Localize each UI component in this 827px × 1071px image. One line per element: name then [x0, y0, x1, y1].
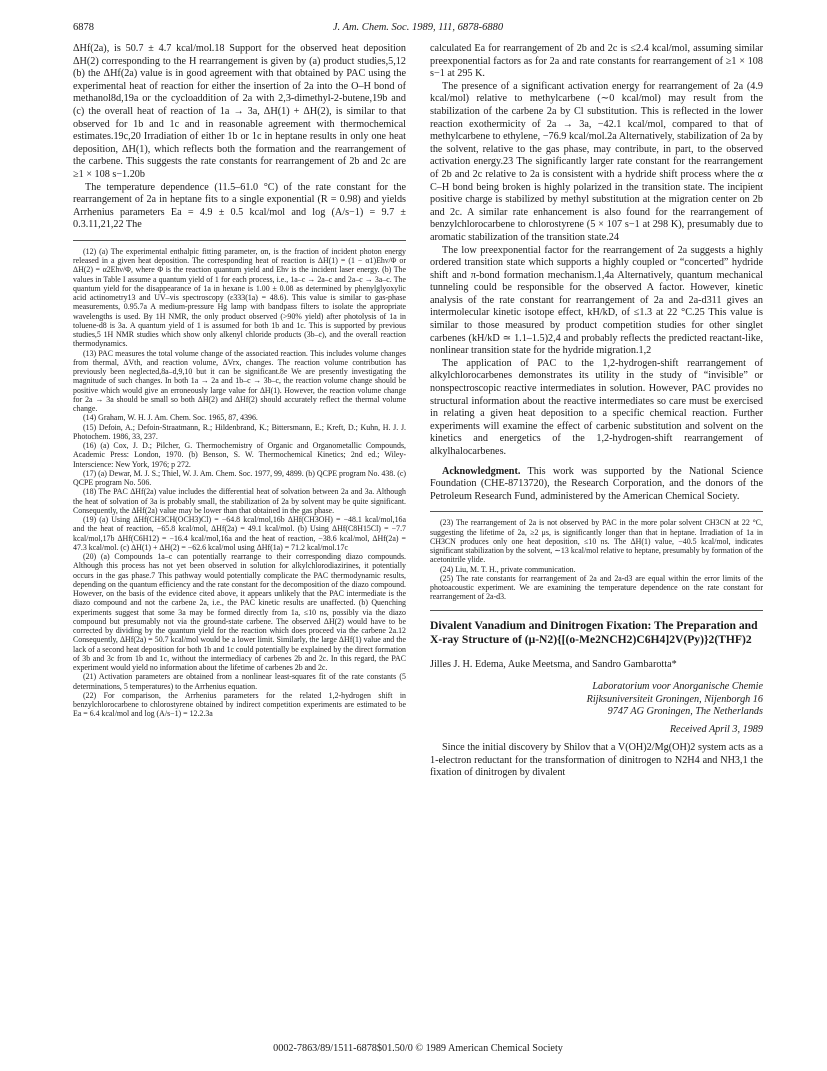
left-column	[73, 43, 406, 719]
right-column	[430, 43, 763, 780]
footnote: (17) (a) Dewar, M. J. S.; Thiel, W. J. Am. Chem. Soc. 1977, 99, 4899. (b) QCPE program No. 438. (c) QCPE program No. 506.	[73, 468, 406, 488]
page-header	[73, 22, 763, 36]
article-authors: Jilles J. H. Edema, Auke Meetsma, and Sandro Gambarotta*	[430, 658, 677, 670]
article-title: Divalent Vanadium and Dinitrogen Fixation: The Preparation and X-ray Structure of (μ-N2){[(o-Me2NCH2)C6H4]2V(Py)}2(THF)2	[430, 618, 758, 646]
footnote: (14) Graham, W. H. J. Am. Chem. Soc. 1965, 87, 4396.	[83, 413, 258, 423]
body-paragraph-1: ΔHf(2a), is 50.7 ± 4.7 kcal/mol.18 Support for the observed heat deposition ΔH(2) corresponding to the H rearrangement is given by (a) product studies,5,12 (b) the ΔHf(2a) value is in good agreement with that obtained by PAC using the experimental heat of reaction for either the insertion of 2a into the O–H bond of methanol8d,19a or the cycloaddition of 2a with 2,3-dimethyl-2-butene,19b and (c) the overall heat of reaction of 1a → 3a, ΔH(1) + ΔH(2), is similar to that observed for 1b and 1c and in reasonable agreement with thermochemical estimates.19c,20 Irradiation of either 1b or 1c in heptane results in only one heat deposition, ΔH(1), which reflects both the formation and the rearrangement of the carbene. This suggests the rate constants for rearrangement of 2b and 2c are ≥1 × 108 s−1.20b	[73, 43, 406, 180]
article-divider	[430, 610, 763, 611]
affiliation-line: 9747 AG Groningen, The Netherlands	[607, 706, 763, 718]
journal-citation: J. Am. Chem. Soc. 1989, 111, 6878-6880	[332, 22, 504, 33]
received-date: Received April 3, 1989	[669, 724, 763, 735]
footnote: (25) The rate constants for rearrangement of 2a and 2a-d3 are equal within the error limits of the photoacoustic experiment. We are examining the temperature dependence on the rate constant for rearrangement of 2a-d3.	[430, 573, 763, 602]
body-paragraph-4: The presence of a significant activation energy for rearrangement of 2a (4.9 kcal/mol) relative to methylcarbene (∼0 kcal/mol) may result from the stabilization of the carbene 2a by Cl substitution. This is reflected in the lower reaction exothermicity of 2a → 3a, −42.1 kcal/mol, compared to that of methylcarbene to ethylene, −76.9 kcal/mol.2a Alternatively, stabilization of 2a by the solvent, relative to the gas phase, may contribute, in part, to the observed activation energy.23 The significantly larger rate constant for the rearrangement of 2b and 2c relative to 2a is consistent with a hydride shift process where the α C–H bond being broken is highly polarized in the transition state. The incipient positive charge is stabilized by methyl substitution at the migration center on 2b and 2c. A similar rate enhancement is also found for the rearrangement of benzylchlorocarbene to chlorostyrene (5 × 107 s−1 at 298 K), presumably due to aromatic stabilization of the transition state.24	[430, 80, 763, 243]
body-paragraph-2: The temperature dependence (11.5–61.0 °C) of the rate constant for the rearrangement of 2a in heptane fits to a single exponential (R = 0.98) and yields Arrhenius parameters Ea = 4.9 ± 0.5 kcal/mol and log (A/s−1) = 9.7 ± 0.3.11,21,22 The	[73, 181, 406, 231]
right-footnotes	[430, 518, 763, 601]
footnote-divider	[73, 240, 406, 241]
body-paragraph-6: The application of PAC to the 1,2-hydrogen-shift rearrangement of alkylchlorocarbenes demonstrates its utility in the study of “invisible” or nonspectroscopic reactive intermediates in solution. However, PAC provides no structural information about the reactive intermediates so care must be exercised in relating a given heat deposition to a specific chemical reaction. Further experiments will examine the effect of carbenic substitution and solvent on the kinetics and energetics of the 1,2-hydrogen-shift rearrangement of alkylhalocarbenes.	[430, 357, 763, 457]
footnote: (16) (a) Cox, J. D.; Pilcher, G. Thermochemistry of Organic and Organometallic Compounds, Academic Press: London, 1970. (b) Benson, S. W. Thermochemical Kinetics; 2nd ed.; Wiley-Interscience: New York, 1976; p 272.	[73, 441, 406, 469]
footnote: (15) Defoin, A.; Defoin-Straatmann, R.; Hildenbrand, K.; Bittersmann, E.; Kreft, D.; Kuhn, H. J. J. Photochem. 1986, 33, 237.	[73, 422, 406, 441]
left-footnotes	[73, 247, 406, 719]
page-footer: 0002-7863/89/1511-6878$01.50/0 © 1989 American Chemical Society	[273, 1043, 563, 1054]
footnote: (24) Liu, M. T. H., private communication.	[440, 564, 576, 574]
acknowledgment-heading: Acknowledgment.	[442, 465, 521, 477]
footnote: (22) For comparison, the Arrhenius parameters for the related 1,2-hydrogen shift in benzylchlorocarbene to chlorostyrene obtained by indirect competition experiments are estimated to be Ea = 6.4 kcal/mol and log (A/s−1) = 12.2.3a	[73, 690, 406, 719]
footnote: (20) (a) Compounds 1a–c can potentially rearrange to their corresponding diazo compounds. Although this process has not yet been observed in solution for alkylchlorodiazirines, it potentially occurs in the gas phase.7 This pathway would potentially complicate the PAC thermodynamic results, depending on the quantum efficiency and the rate constant for the decomposition of the diazo compound. However, on the basis of the evidence cited above, it appears unlikely that the PAC intermediate is the diazo compound and not the carbene 2a, i.e., the PAC kinetic results are unaffected. (b) Quenching experiments suggest that some 3a may be formed directly from 1a, ≤10 ns, possibly via the diazo compound but presumably not via the ground-state carbene. The observed ΔH(2) would have to be corrected by dividing by the quantum yield for the reaction which does proceed via the carbene 2a.12 Consequently, ΔHf(2a) = 50.7 kcal/mol would be a lower limit. Similarly, the large ΔHf(1) value and the lack of a second heat deposition for both 1b and 1c could potentially be explained by the direct formation of 3b and 3c from 1b and 1c, without the intermediacy of carbenes 2b and 2c. In this regard, the PAC experiment would yield no information about the lifetime of carbenes 2b and 2c.	[73, 552, 406, 673]
page-number: 6878	[73, 22, 94, 33]
footnote: (18) The PAC ΔHf(2a) value includes the differential heat of solvation between 2a and 3a. Although the heat of solvation of 3a is probably small, the stabilization of 2a by solvent may be quite significant. Consequently, the ΔHf(2a) value may be lower than that obtained in the gas phase.	[73, 487, 406, 515]
article-intro: Since the initial discovery by Shilov that a V(OH)2/Mg(OH)2 system acts as a 1-electron reductant for the transformation of dinitrogen to N2H4 and NH3,1 the fixation of dinitrogen by divalent	[430, 742, 763, 779]
body-paragraph-5: The low preexponential factor for the rearrangement of 2a suggests a highly ordered transition state which supports a highly coupled or “concerted” hydride shift and π-bond formation mechanism.1,4a Alternatively, quantum mechanical tunneling could be responsible for the observed A factor. However, kinetic analysis of the rate constant for rearrangement of 2a and 2a-d311 gives an intermolecular kinetic isotope effect, kH/kD, of ≤1.3 at 22 °C.25 This value is similar to those measured by product competition studies for other singlet carbenes (kH/kD ≃ 1.1–1.5)2,4 and probably reflects the predicted reactant-like, nonlinear transition state for the hydride migration.1,2	[430, 244, 763, 357]
footnote: (19) (a) Using ΔHf(CH3CH(OCH3)Cl) = −64.8 kcal/mol,16b ΔHf(CH3OH) = −48.1 kcal/mol,16a and the heat of reaction, −65.8 kcal/mol, ΔHf(2a) = 49.1 kcal/mol. (b) Using ΔHf(C8H15Cl) = −7.7 kcal/mol,17b ΔHf(C6H12) = −16.4 kcal/mol,16a and the heat of reaction, −38.6 kcal/mol, ΔHf(2a) = 47.3 kcal/mol. (c) ΔH(1) + ΔH(2) = −62.6 kcal/mol using ΔHf(1a) = 71.2 kcal/mol.17c	[73, 515, 406, 552]
footnote: (23) The rearrangement of 2a is not observed by PAC in the more polar solvent CH3CN at 22 °C, suggesting the lifetime of 2a, ≥2 μs, is significantly longer than that in heptane. Irradiation of 1a in CH3CN produces only one heat deposition, ≤10 ns. The ΔH(1) value, −40.5 kcal/mol, indicates significant stabilization by the solvent, ∼13 kcal/mol relative to heptane, presumably by formation of the acetonitrile ylide.	[430, 518, 763, 565]
affiliation-line: Laboratorium voor Anorganische Chemie	[592, 681, 763, 693]
affiliation-line: Rijksuniversiteit Groningen, Nijenborgh 16	[586, 693, 763, 705]
footnote-divider-right	[430, 511, 763, 512]
footnote: (13) PAC measures the total volume change of the associated reaction. This includes volume changes from thermal, ΔVth, and reaction volume, ΔVrx, changes. The reaction volume contribution has previously been neglected,8a–d,9,10 but it can be significant.8e We are presently investigating the magnitude of such changes. In both 1a → 2a and 1b–c → 3b–c, the reaction volume change should be positive which would give an erroneously large value for ΔH(1). However, the reaction volume change for 2a → 3a should be small so both ΔH(2) and ΔHf(2) should accurately reflect the thermal volume change.	[73, 348, 406, 414]
affiliation	[430, 681, 763, 719]
body-paragraph-3: calculated Ea for rearrangement of 2b and 2c is ≤2.4 kcal/mol, assuming similar preexponential factors as for 2a and rate constants for rearrangement of ≥1 × 108 s−1 at 295 K.	[430, 43, 763, 80]
footnote: (21) Activation parameters are obtained from a nonlinear least-squares fit of the rate constants (5 determinations, 5 temperatures) to the Arrhenius equation.	[73, 672, 406, 691]
acknowledgment	[430, 466, 763, 504]
footnote: (12) (a) The experimental enthalpic fitting parameter, αn, is the fraction of incident photon energy released in a given heat deposition. The corresponding heat of reaction is ΔH(1) = (1 − α1)Ehν/Φ or ΔH(2) = α2Ehν/Φ, where Φ is the reaction quantum yield and Ehν is the incident laser energy. (b) The values in Table I assume a quantum yield of 1 for each process, i.e., 1a–c → 2a–c and 2a–c → 3a–c. The quantum yield for the disappearance of 1a in hexane is 1.00 ± 0.08 as determined by phenylglyoxylic acid actinometry13 and UV–vis spectroscopy (ε333(1a) = 48.6). This value is similar to gas-phase measurements, 0.95.7a A medium-pressure Hg lamp with bandpass filters to isolate the appropriate wavelengths is used. By 1H NMR, the only product observed (>90% yield) after photolysis of 1a in toluene-d8 is 3a. A quantum yield of 1 is assumed for both 1b and 1c. This is supported by previous studies,5 1H NMR studies which show only alkenyl chloride products (3b–c), and the overall reaction thermodynamics.	[73, 246, 406, 349]
acknowledgment-text: This work was supported by the National Science Foundation (CHE-8713720), the Research Corporation, and the donors of the Petroleum Research Fund, administered by the American Chemical Society.	[430, 465, 763, 502]
